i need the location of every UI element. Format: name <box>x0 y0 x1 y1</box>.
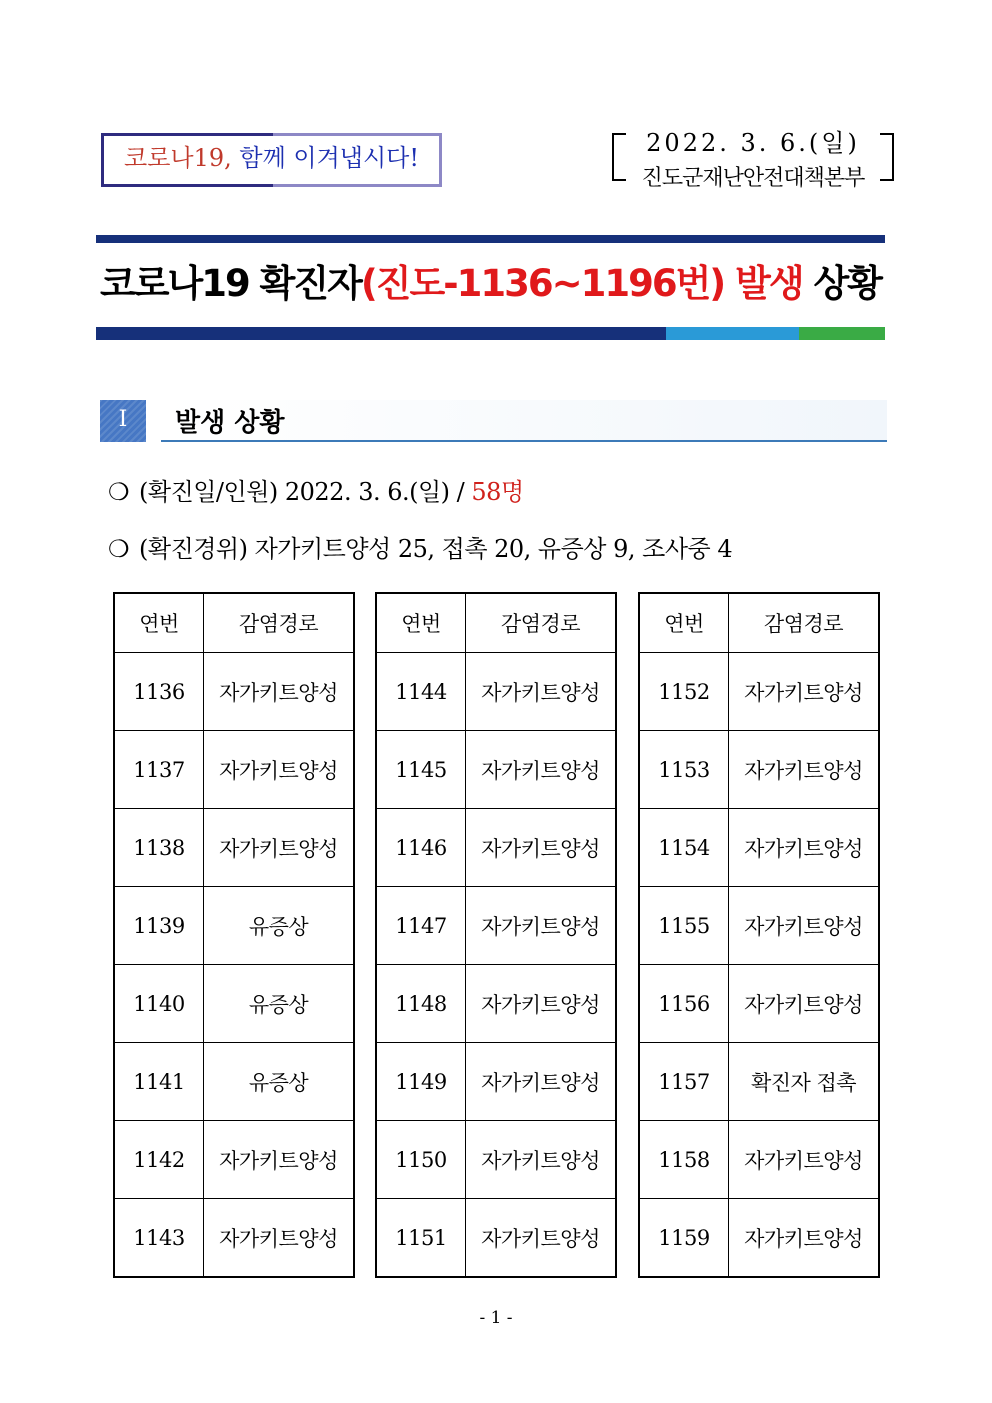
report-date: 2022. 3. 6.(일) <box>646 129 860 157</box>
case-route: 자가키트양성 <box>729 653 880 731</box>
case-route: 자가키트양성 <box>466 887 617 965</box>
table-row <box>376 653 616 731</box>
title-top-bar <box>96 235 885 243</box>
case-route: 자가키트양성 <box>466 965 617 1043</box>
case-route: 자가키트양성 <box>204 653 355 731</box>
table-row <box>639 1199 879 1278</box>
slogan-text <box>101 133 442 187</box>
case-number: 1149 <box>376 1043 466 1121</box>
case-table-2 <box>375 592 617 1278</box>
bullet-circle-icon: ❍ <box>108 535 130 563</box>
case-number: 1156 <box>639 965 729 1043</box>
case-route: 자가키트양성 <box>466 1043 617 1121</box>
case-route: 자가키트양성 <box>204 809 355 887</box>
table-row <box>376 809 616 887</box>
table-row <box>376 887 616 965</box>
case-number: 1147 <box>376 887 466 965</box>
bullet-1-count: 58명 <box>471 478 524 506</box>
title-prefix: 코로나19 확진자 <box>100 262 361 305</box>
table-header-row <box>639 593 879 653</box>
table-row <box>639 1121 879 1199</box>
case-number: 1141 <box>114 1043 204 1121</box>
section-number: Ⅰ <box>100 400 146 442</box>
table-row <box>639 965 879 1043</box>
header-route: 감염경로 <box>729 593 880 653</box>
bullet-circle-icon: ❍ <box>108 478 130 506</box>
page-title <box>96 252 885 316</box>
case-route: 자가키트양성 <box>729 1121 880 1199</box>
slogan-part2: 함께 이겨냅시다! <box>239 144 419 172</box>
case-number: 1157 <box>639 1043 729 1121</box>
slogan-part1: 코로나19, <box>124 144 232 172</box>
table-row <box>639 731 879 809</box>
right-bracket <box>880 133 894 181</box>
table-header-row <box>114 593 354 653</box>
case-route: 자가키트양성 <box>729 809 880 887</box>
table-row <box>114 1199 354 1278</box>
bullet-infection-routes <box>108 529 732 564</box>
header-route: 감염경로 <box>204 593 355 653</box>
table-row <box>114 1121 354 1199</box>
case-number: 1137 <box>114 731 204 809</box>
title-highlight: (진도-1136~1196번) 발생 <box>360 262 803 305</box>
bullet-confirmed-count <box>108 472 524 507</box>
case-route: 확진자 접촉 <box>729 1043 880 1121</box>
table-row <box>639 1043 879 1121</box>
case-number: 1148 <box>376 965 466 1043</box>
case-number: 1143 <box>114 1199 204 1278</box>
title-bottom-bar-blue <box>666 327 799 340</box>
case-number: 1140 <box>114 965 204 1043</box>
issuing-org: 진도군재난안전대책본부 <box>641 166 865 191</box>
table-row <box>114 809 354 887</box>
case-number: 1138 <box>114 809 204 887</box>
table-row <box>639 809 879 887</box>
case-route: 자가키트양성 <box>204 1121 355 1199</box>
case-number: 1155 <box>639 887 729 965</box>
table-row <box>376 965 616 1043</box>
case-number: 1152 <box>639 653 729 731</box>
case-route: 자가키트양성 <box>466 809 617 887</box>
header-num: 연번 <box>114 593 204 653</box>
case-number: 1153 <box>639 731 729 809</box>
case-number: 1142 <box>114 1121 204 1199</box>
case-number: 1159 <box>639 1199 729 1278</box>
table-header-row <box>376 593 616 653</box>
case-route: 자가키트양성 <box>204 1199 355 1278</box>
case-route: 자가키트양성 <box>466 1121 617 1199</box>
case-route: 자가키트양성 <box>729 731 880 809</box>
header-num: 연번 <box>376 593 466 653</box>
case-route: 유증상 <box>204 965 355 1043</box>
header-num: 연번 <box>639 593 729 653</box>
date-box <box>612 125 894 191</box>
table-row <box>376 1043 616 1121</box>
table-row <box>376 1121 616 1199</box>
case-number: 1145 <box>376 731 466 809</box>
case-route: 자가키트양성 <box>729 1199 880 1278</box>
case-number: 1144 <box>376 653 466 731</box>
section-heading-bar <box>161 400 887 442</box>
table-row <box>639 887 879 965</box>
case-number: 1146 <box>376 809 466 887</box>
table-row <box>639 653 879 731</box>
header-route: 감염경로 <box>466 593 617 653</box>
page-number: - 1 - <box>479 1308 513 1328</box>
case-number: 1136 <box>114 653 204 731</box>
case-route: 유증상 <box>204 1043 355 1121</box>
section-heading: 발생 상황 <box>175 408 285 438</box>
case-route: 자가키트양성 <box>729 887 880 965</box>
case-table-1 <box>113 592 355 1278</box>
title-bottom-bar-green <box>799 327 885 340</box>
case-number: 1150 <box>376 1121 466 1199</box>
slogan-box <box>101 133 442 187</box>
case-number: 1158 <box>639 1121 729 1199</box>
section-header <box>100 400 887 442</box>
case-route: 자가키트양성 <box>466 731 617 809</box>
table-row <box>114 887 354 965</box>
case-number: 1139 <box>114 887 204 965</box>
table-row <box>114 965 354 1043</box>
table-row <box>114 731 354 809</box>
case-route: 자가키트양성 <box>466 653 617 731</box>
table-row <box>376 731 616 809</box>
table-row <box>114 653 354 731</box>
table-row <box>376 1199 616 1278</box>
title-suffix: 상황 <box>802 262 881 305</box>
title-bottom-bar-navy <box>96 327 666 340</box>
bullet-1-text: (확진일/인원) 2022. 3. 6.(일) / <box>139 478 472 506</box>
bullet-2-text: (확진경위) 자가키트양성 25, 접촉 20, 유증상 9, 조사중 4 <box>139 535 733 563</box>
case-number: 1154 <box>639 809 729 887</box>
case-route: 유증상 <box>204 887 355 965</box>
table-row <box>114 1043 354 1121</box>
case-table-3 <box>638 592 880 1278</box>
case-route: 자가키트양성 <box>204 731 355 809</box>
case-route: 자가키트양성 <box>729 965 880 1043</box>
case-number: 1151 <box>376 1199 466 1278</box>
case-route: 자가키트양성 <box>466 1199 617 1278</box>
left-bracket <box>612 133 626 181</box>
